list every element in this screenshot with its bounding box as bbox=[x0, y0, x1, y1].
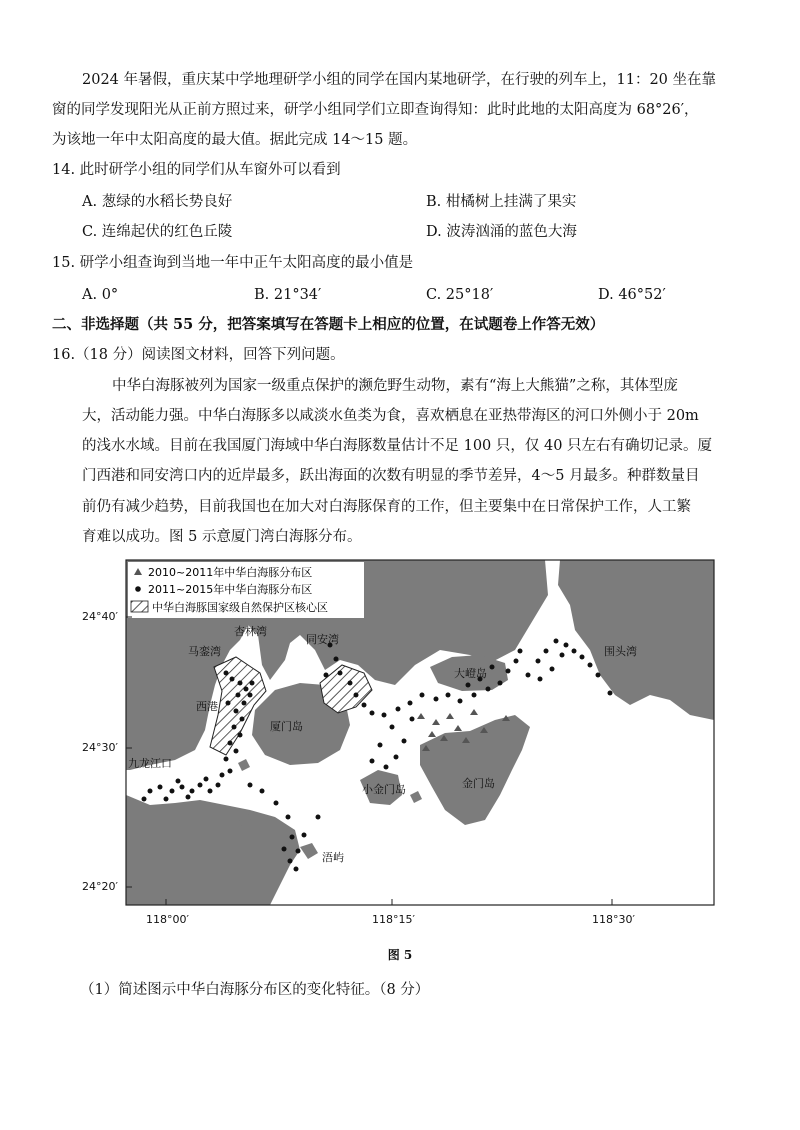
label-jiulong-estuary: 九龙江口 bbox=[128, 757, 172, 770]
label-xiaojinmen-island: 小金门岛 bbox=[362, 783, 406, 796]
label-xinglin-bay: 杏林湾 bbox=[234, 625, 267, 638]
legend-hatch-symbol bbox=[131, 601, 148, 612]
figure-caption: 图 5 bbox=[387, 948, 413, 962]
lon-label-11815: 118°15′ bbox=[372, 913, 415, 926]
q15-option-b: B. 21°34′ bbox=[254, 287, 322, 303]
q14-option-c: C. 连绵起伏的红色丘陵 bbox=[82, 224, 233, 240]
legend-2011-2015: 2011~2015年中华白海豚分布区 bbox=[148, 583, 313, 596]
intro-line-1: 2024 年暑假，重庆某中学地理研学小组的同学在国内某地研学，在行驶的列车上，11：20 坐在靠 bbox=[82, 72, 717, 88]
q14-option-a: A. 葱绿的水稻长势良好 bbox=[82, 194, 233, 210]
q16-subquestion-1: （1）简述图示中华白海豚分布区的变化特征。（8 分） bbox=[80, 982, 430, 998]
q16-material-line-1: 中华白海豚被列为国家一级重点保护的濒危野生动物，素有“海上大熊猫”之称，其体型庞 bbox=[112, 378, 678, 394]
label-dadeng-island: 大嶝岛 bbox=[454, 667, 487, 680]
section-2-heading: 二、非选择题（共 55 分，把答案填写在答题卡上相应的位置，在试题卷上作答无效） bbox=[52, 316, 605, 333]
figure-5-map bbox=[0, 555, 800, 945]
lon-label-11800: 118°00′ bbox=[146, 913, 189, 926]
label-xigang: 西港 bbox=[196, 700, 218, 713]
lat-label-2430: 24°30′ bbox=[82, 741, 118, 754]
q15-option-a: A. 0° bbox=[82, 287, 119, 303]
q14-option-b: B. 柑橘树上挂满了果实 bbox=[426, 194, 577, 210]
label-maluan-bay: 马銮湾 bbox=[188, 645, 221, 658]
q16-material-line-4: 门西港和同安湾口内的近岸最多，跃出海面的次数有明显的季节差异，4～5 月最多。种群数量目 bbox=[82, 468, 700, 484]
intro-line-2: 窗的同学发现阳光从正前方照过来，研学小组同学们立即查询得知：此时此地的太阳高度为 68°26′， bbox=[52, 102, 699, 118]
legend-dot-symbol bbox=[135, 586, 141, 592]
q14-option-d: D. 波涛汹涌的蓝色大海 bbox=[426, 224, 577, 240]
label-weitou-bay: 围头湾 bbox=[604, 645, 637, 658]
label-tongan-bay: 同安湾 bbox=[306, 633, 339, 646]
intro-line-3: 为该地一年中太阳高度的最大值。据此完成 14～15 题。 bbox=[52, 132, 418, 148]
lat-label-2420: 24°20′ bbox=[82, 880, 118, 893]
q15-option-c: C. 25°18′ bbox=[426, 287, 494, 303]
label-xiamen-island: 厦门岛 bbox=[270, 720, 303, 733]
q16-material-line-3: 的浅水水域。目前在我国厦门海域中华白海豚数量估计不足 100 只，仅 40 只左右有确切记录。厦 bbox=[82, 438, 713, 454]
lon-label-11830: 118°30′ bbox=[592, 913, 635, 926]
lat-label-2440: 24°40′ bbox=[82, 610, 118, 623]
q16-material-line-5: 前仍有减少趋势，目前我国也在加大对白海豚保育的工作，但主要集中在日常保护工作，人工繁 bbox=[82, 499, 691, 515]
map-legend bbox=[128, 562, 364, 618]
q16-stem: 16.（18 分）阅读图文材料，回答下列问题。 bbox=[52, 347, 345, 363]
q16-material-line-2: 大，活动能力强。中华白海豚多以咸淡水鱼类为食，喜欢栖息在亚热带海区的河口外侧小于 20m bbox=[82, 408, 699, 424]
q14-stem: 14. 此时研学小组的同学们从车窗外可以看到 bbox=[52, 162, 341, 178]
legend-2010-2011: 2010~2011年中华白海豚分布区 bbox=[148, 566, 313, 579]
q16-material-line-6: 育难以成功。图 5 示意厦门湾白海豚分布。 bbox=[82, 529, 362, 545]
label-jinmen-island: 金门岛 bbox=[462, 777, 495, 790]
legend-protected-zone: 中华白海豚国家级自然保护区核心区 bbox=[152, 601, 328, 614]
q15-stem: 15. 研学小组查询到当地一年中正午太阳高度的最小值是 bbox=[52, 255, 414, 271]
label-wuyu: 浯屿 bbox=[322, 851, 344, 864]
q15-option-d: D. 46°52′ bbox=[598, 287, 666, 303]
